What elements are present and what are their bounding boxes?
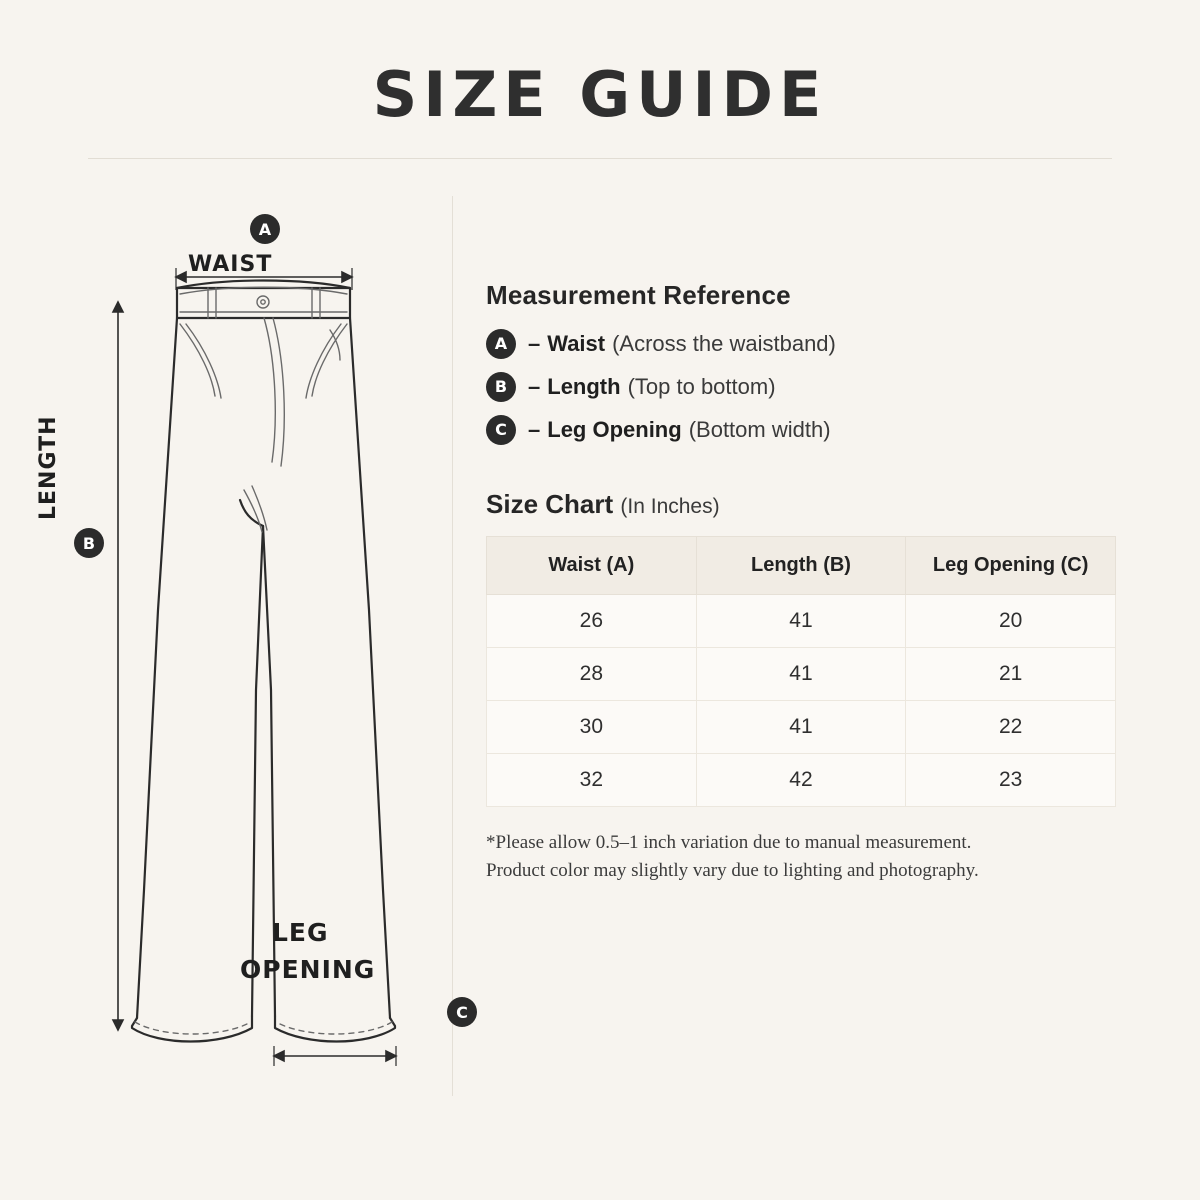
page-title: SIZE GUIDE [372, 58, 828, 131]
table-row [487, 701, 1116, 754]
right-column [486, 280, 1146, 884]
measurement-reference-heading: Measurement Reference [486, 280, 791, 310]
badge-c-icon: C [486, 415, 516, 445]
table-row [487, 648, 1116, 701]
marker-c-badge: C [447, 997, 477, 1027]
table-row [487, 595, 1116, 648]
reference-dash: – [528, 373, 541, 399]
size-chart-body [487, 595, 1116, 807]
badge-b-icon: B [486, 372, 516, 402]
waist-label: WAIST [188, 252, 273, 277]
reference-key: Waist [547, 330, 606, 356]
cell-waist: 30 [487, 701, 697, 754]
column-divider [452, 196, 453, 1096]
size-chart-heading [486, 489, 1146, 520]
reference-dash: – [528, 416, 541, 442]
marker-a-badge: A [250, 214, 280, 244]
reference-key: Length [547, 373, 621, 399]
cell-leg-opening: 23 [906, 754, 1116, 807]
title-divider [88, 158, 1112, 159]
footnote-line-1: *Please allow 0.5–1 inch variation due to manual measurement. [486, 832, 972, 853]
cell-waist: 26 [487, 595, 697, 648]
badge-a-icon: A [486, 329, 516, 359]
cell-leg-opening: 21 [906, 648, 1116, 701]
reference-item-waist [486, 329, 1146, 359]
reference-item-leg-opening [486, 415, 1146, 445]
footnote [486, 829, 1146, 884]
marker-b-badge: B [74, 528, 104, 558]
size-chart-unit: (In Inches) [620, 495, 720, 518]
reference-dash: – [528, 330, 541, 356]
reference-note: (Top to bottom) [627, 373, 776, 399]
length-label: LENGTH [36, 415, 61, 520]
column-header-leg-opening: Leg Opening (C) [906, 537, 1116, 595]
cell-length: 41 [696, 648, 906, 701]
cell-waist: 32 [487, 754, 697, 807]
size-chart-table [486, 536, 1116, 807]
table-row [487, 754, 1116, 807]
footnote-line-2: Product color may slightly vary due to lighting and photography. [486, 859, 979, 881]
cell-leg-opening: 20 [906, 595, 1116, 648]
column-header-length: Length (B) [696, 537, 906, 595]
size-chart-head [487, 537, 1116, 595]
cell-length: 41 [696, 701, 906, 754]
reference-note: (Across the waistband) [612, 330, 836, 356]
table-header-row [487, 537, 1116, 595]
cell-length: 42 [696, 754, 906, 807]
cell-length: 41 [696, 595, 906, 648]
reference-item-length [486, 372, 1146, 402]
reference-note: (Bottom width) [688, 416, 831, 442]
measurement-reference-list [486, 329, 1146, 445]
leg-opening-label-line2: OPENING [240, 955, 376, 984]
column-header-waist: Waist (A) [487, 537, 697, 595]
cell-waist: 28 [487, 648, 697, 701]
cell-leg-opening: 22 [906, 701, 1116, 754]
reference-key: Leg Opening [547, 416, 682, 442]
size-chart-title: Size Chart [486, 489, 614, 519]
leg-opening-label-line1: LEG [272, 918, 329, 947]
